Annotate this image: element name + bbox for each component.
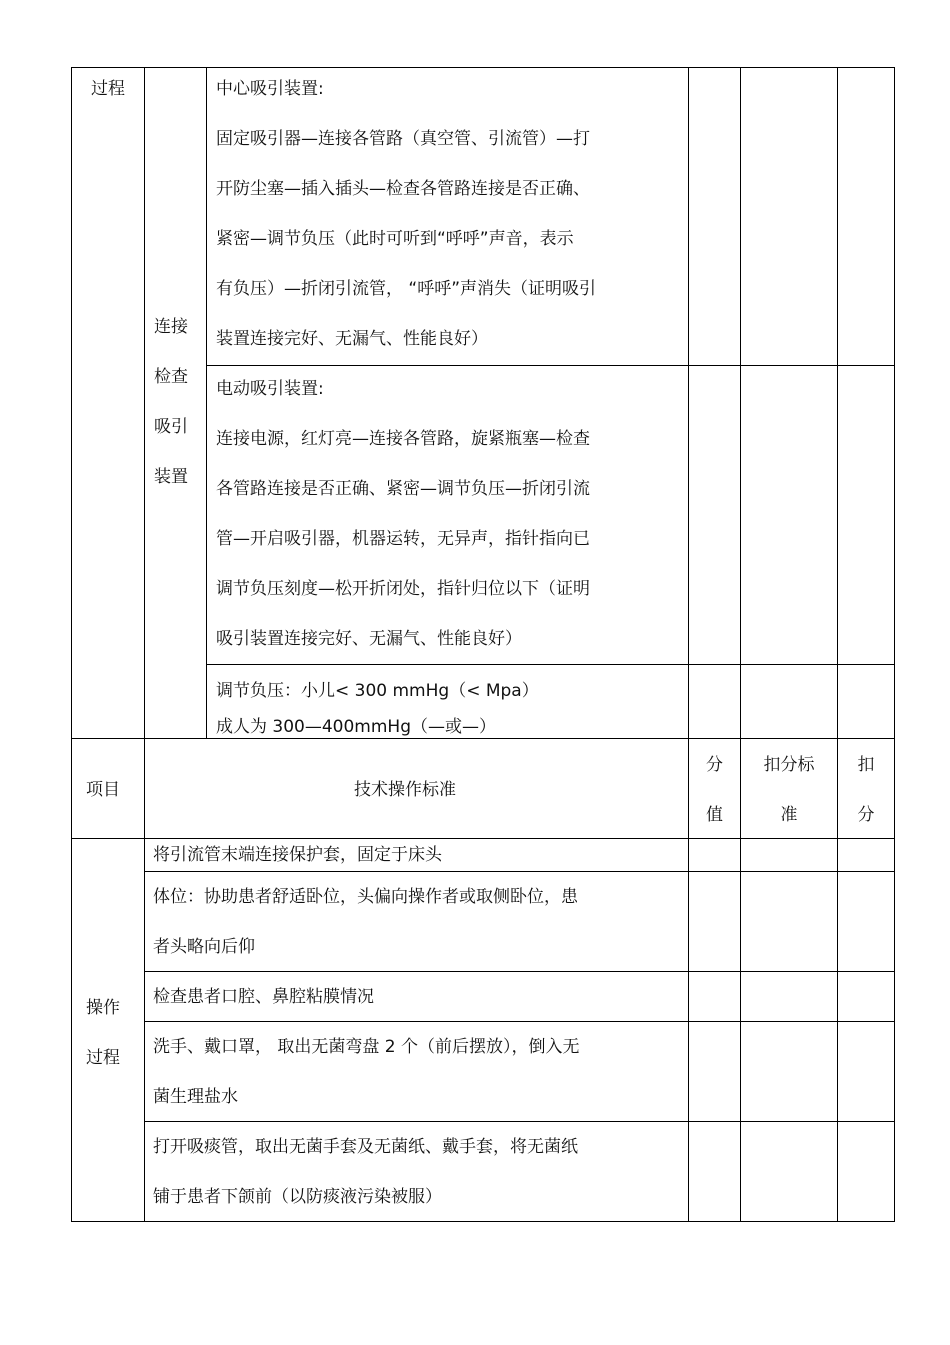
divider-col1 [144,67,145,1222]
group-label-connect-check: 连接 检查 吸引 装置 [154,317,188,487]
divider-electric-pressure [206,664,895,665]
step-row-3: 检查患者口腔、鼻腔粘膜情况 [153,987,374,1007]
step-row-2: 体位：协助患者舒适卧位，头偏向操作者或取侧卧位，患 者头略向后仰 [153,887,578,957]
stage-label-process: 过程 [91,79,125,99]
electric-suction-text: 电动吸引装置: 连接电源，红灯亮—连接各管路，旋紧瓶塞—检查 各管路连接是否正确、紧密—调节负压—折闭引流 管—开启吸引器，机器运转，无异声，指针指向已 调节负压刻度—松开折闭处，指针归位以下（证明 吸引装置连接完好、无漏气、性能良好） [216,379,590,649]
header-deduct: 扣 分 [857,755,875,825]
divider-col3 [688,67,689,1222]
central-suction-text: 中心吸引装置: 固定吸引器—连接各管路（真空管、引流管）—打 开防尘塞—插入插头—检查各管路连接是否正确、 紧密—调节负压（此时可听到“呼呼”声音，表示 有负压）—折闭引流管， “呼呼”声消失（证明吸引 装置连接完好、无漏气、性能良好） [216,79,597,349]
header-standard: 技术操作标准 [354,780,456,800]
header-score: 分 值 [706,755,723,825]
pressure-adjust-text: 调节负压：小儿< 300 mmHg（< Mpa） 成人为 300—400mmHg（—或—） [216,681,539,737]
border-right [894,67,895,1222]
divider-col2-upper [206,67,207,739]
step-row-5: 打开吸痰管，取出无菌手套及无菌纸、戴手套，将无菌纸 铺于患者下颌前（以防痰液污染被服） [153,1137,578,1207]
stage-label-operation: 操作 过程 [86,998,120,1068]
divider-col4 [740,67,741,1222]
divider-col5 [837,67,838,1222]
border-left [71,67,72,1222]
step-row-4: 洗手、戴口罩， 取出无菌弯盘 2 个（前后摆放），倒入无 菌生理盐水 [153,1037,580,1107]
header-item: 项目 [86,780,120,800]
header-deduct-standard: 扣分标 准 [763,755,815,825]
step-row-1: 将引流管末端连接保护套，固定于床头 [153,845,442,865]
